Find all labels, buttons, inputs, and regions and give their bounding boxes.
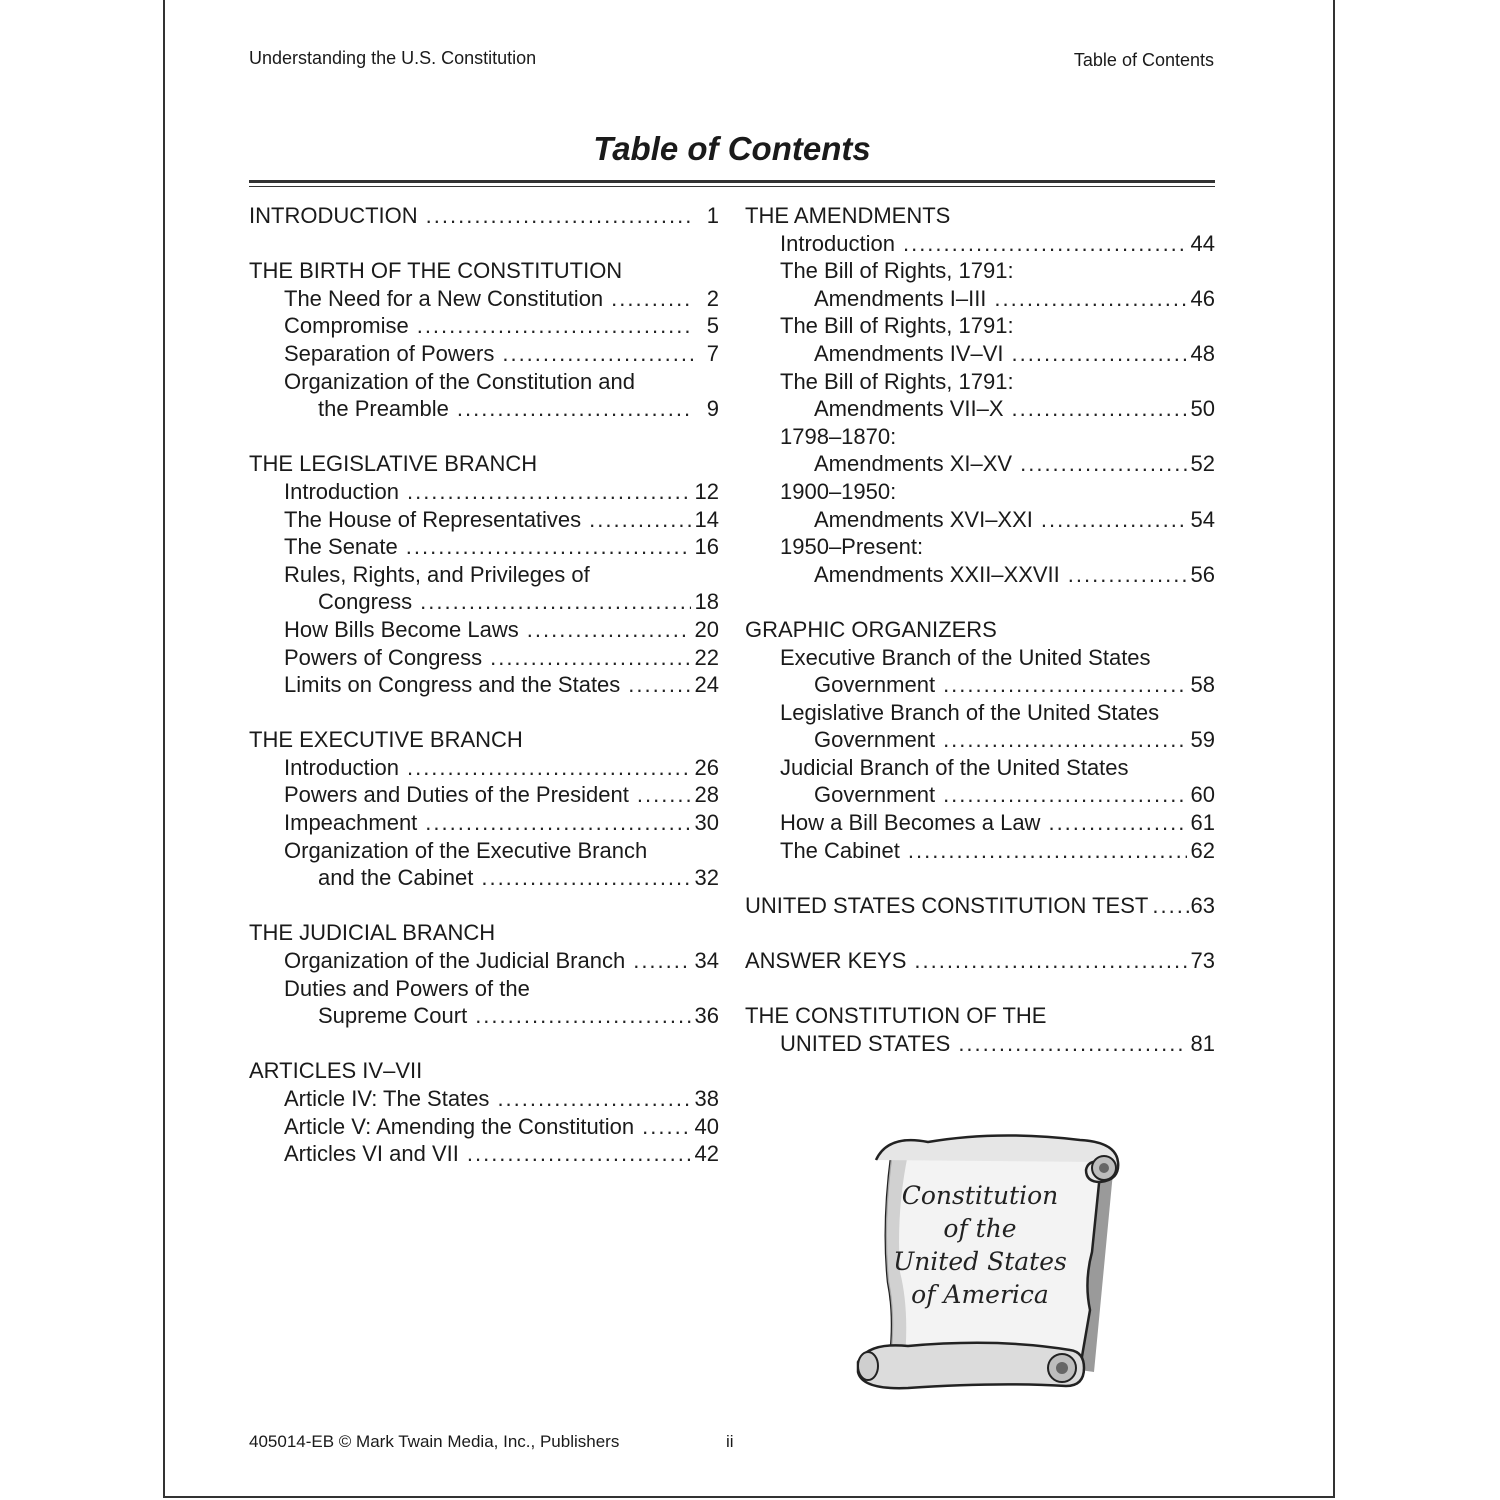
- toc-entry-label: Organization of the Constitution and: [284, 368, 636, 394]
- toc-entry-label: Organization of the Executive Branch: [284, 837, 648, 863]
- scroll-text-line: Constitution: [901, 1181, 1059, 1210]
- toc-entry[interactable]: Amendments XXII–XXVII ..... 56: [745, 561, 1215, 589]
- toc-entry[interactable]: Separation of Powers ..... 7: [249, 340, 719, 368]
- toc-entry-label: Judicial Branch of the United States: [780, 754, 1129, 780]
- toc-entry[interactable]: Compromise ..... 5: [249, 312, 719, 340]
- toc-section-heading: ARTICLES IV–VII: [249, 1058, 423, 1084]
- scroll-text-line: of America: [911, 1280, 1049, 1309]
- toc-entry-introduction[interactable]: INTRODUCTION ..... 1: [249, 202, 719, 230]
- toc-entry-label: THE CONSTITUTION OF THE: [745, 1003, 1047, 1029]
- toc-entry[interactable]: Amendments VII–X ..... 50: [745, 395, 1215, 423]
- toc-left-column: [249, 202, 719, 1168]
- toc-entry-label: The Bill of Rights, 1791:: [780, 313, 1014, 339]
- toc-entry[interactable]: Amendments I–III ..... 46: [745, 285, 1215, 313]
- toc-entry[interactable]: Government ..... 59: [745, 726, 1215, 754]
- toc-entry-label: Legislative Branch of the United States: [780, 699, 1160, 725]
- toc-entry[interactable]: Impeachment ..... 30: [249, 809, 719, 837]
- toc-entry[interactable]: How a Bill Becomes a Law ..... 61: [745, 809, 1215, 837]
- toc-section-heading: THE AMENDMENTS: [745, 203, 951, 228]
- toc-entry[interactable]: the Preamble ..... 9: [249, 395, 719, 423]
- toc-entry-answer-keys[interactable]: ANSWER KEYS ..... 73: [745, 947, 1215, 975]
- scroll-icon: [848, 1132, 1128, 1402]
- toc-entry[interactable]: Congress ..... 18: [249, 588, 719, 616]
- toc-section-heading: THE BIRTH OF THE CONSTITUTION: [249, 258, 623, 284]
- toc-entry[interactable]: Supreme Court ..... 36: [249, 1002, 719, 1030]
- running-header-right: Table of Contents: [1073, 50, 1214, 70]
- toc-entry[interactable]: Introduction ..... 12: [249, 478, 719, 506]
- toc-entry[interactable]: Amendments XVI–XXI ..... 54: [745, 506, 1215, 534]
- footer-page-number: ii: [726, 1432, 734, 1451]
- toc-entry[interactable]: Organization of the Judicial Branch ..... 34: [249, 947, 719, 975]
- toc-entry[interactable]: Amendments XI–XV ..... 52: [745, 450, 1215, 478]
- toc-entry-label: The Bill of Rights, 1791:: [780, 258, 1014, 284]
- toc-entry[interactable]: The House of Representatives ..... 14: [249, 506, 719, 534]
- title-rule-thick: [249, 180, 1215, 183]
- toc-entry[interactable]: Government ..... 60: [745, 781, 1215, 809]
- running-header-left: Understanding the U.S. Constitution: [249, 48, 537, 68]
- toc-section-heading: THE LEGISLATIVE BRANCH: [249, 451, 538, 477]
- toc-entry-constitution[interactable]: UNITED STATES ..... 81: [745, 1030, 1215, 1058]
- toc-entry-label: Duties and Powers of the: [284, 975, 530, 1001]
- toc-entry-label: The Bill of Rights, 1791:: [780, 368, 1014, 394]
- toc-entry[interactable]: Introduction ..... 44: [745, 230, 1215, 258]
- toc-entry[interactable]: Limits on Congress and the States ..... 24: [249, 671, 719, 699]
- title-rule-thin: [249, 186, 1215, 187]
- toc-entry[interactable]: Powers and Duties of the President ..... 28: [249, 781, 719, 809]
- toc-entry[interactable]: The Need for a New Constitution ..... 2: [249, 285, 719, 313]
- toc-entry-label: 1950–Present:: [780, 534, 924, 560]
- scroll-text-line: United States: [893, 1247, 1067, 1276]
- toc-entry[interactable]: Article V: Amending the Constitution ..... 40: [249, 1113, 719, 1141]
- toc-entry[interactable]: Articles VI and VII ..... 42: [249, 1140, 719, 1168]
- toc-entry[interactable]: and the Cabinet ..... 32: [249, 864, 719, 892]
- toc-entry[interactable]: The Senate ..... 16: [249, 533, 719, 561]
- page-title: Table of Contents: [593, 130, 871, 167]
- toc-right-column: [745, 202, 1215, 1057]
- toc-entry-test[interactable]: UNITED STATES CONSTITUTION TEST ..... 63: [745, 892, 1215, 920]
- toc-entry-label: Rules, Rights, and Privileges of: [284, 561, 590, 587]
- toc-entry-label: 1798–1870:: [780, 423, 897, 449]
- toc-section-heading: THE EXECUTIVE BRANCH: [249, 727, 523, 753]
- toc-entry[interactable]: Amendments IV–VI ..... 48: [745, 340, 1215, 368]
- footer-publisher: 405014-EB © Mark Twain Media, Inc., Publishers: [249, 1432, 620, 1451]
- toc-section-heading: GRAPHIC ORGANIZERS: [745, 616, 997, 642]
- toc-entry-label: 1900–1950:: [780, 478, 897, 504]
- toc-entry[interactable]: The Cabinet ..... 62: [745, 837, 1215, 865]
- toc-entry[interactable]: Government ..... 58: [745, 671, 1215, 699]
- toc-entry[interactable]: Introduction ..... 26: [249, 754, 719, 782]
- toc-section-heading: THE JUDICIAL BRANCH: [249, 920, 496, 946]
- toc-entry[interactable]: Article IV: The States ..... 38: [249, 1085, 719, 1113]
- toc-entry-label: Executive Branch of the United States: [780, 644, 1151, 670]
- scroll-text-line: of the: [943, 1214, 1017, 1243]
- toc-entry[interactable]: How Bills Become Laws ..... 20: [249, 616, 719, 644]
- constitution-scroll-illustration: [848, 1132, 1128, 1402]
- toc-entry[interactable]: Powers of Congress ..... 22: [249, 644, 719, 672]
